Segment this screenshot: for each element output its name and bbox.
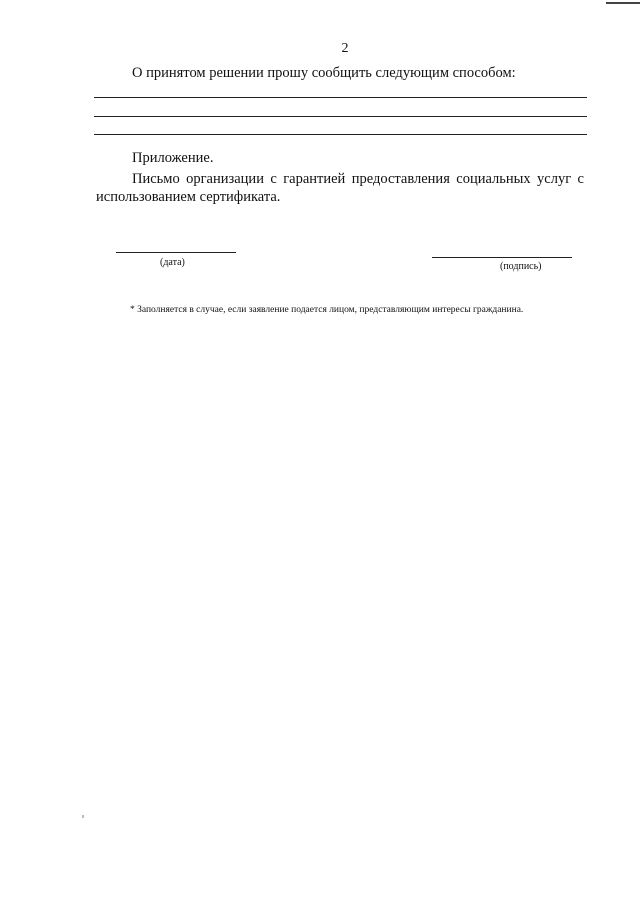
blank-fill-line-3 <box>94 134 587 135</box>
footnote: * Заполняется в случае, если заявление подается лицом, представляющим интересы гражданина. <box>130 305 524 315</box>
attachment-title: Приложение. <box>132 150 214 166</box>
signature-caption: (подпись) <box>500 261 542 272</box>
page-number: 2 <box>341 41 349 56</box>
blank-fill-line-1 <box>94 97 587 98</box>
scan-corner-mark <box>606 2 640 4</box>
scan-speck <box>82 815 84 818</box>
date-blank-line <box>116 252 236 253</box>
blank-fill-line-2 <box>94 116 587 117</box>
attachment-description: Письмо организации с гарантией предоставления социальных услуг с использованием сертификата. <box>96 171 584 205</box>
notification-method-request: О принятом решении прошу сообщить следующим способом: <box>132 65 516 81</box>
date-caption: (дата) <box>160 257 185 268</box>
signature-blank-line <box>432 257 572 258</box>
